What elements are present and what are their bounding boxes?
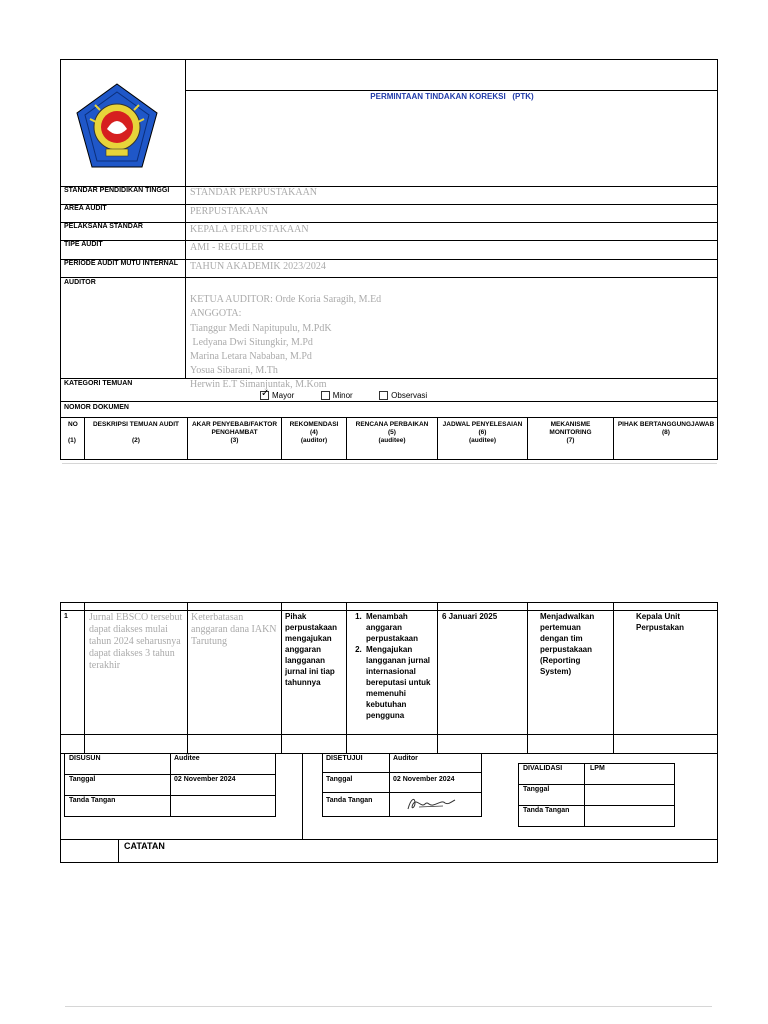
logo-divider — [185, 59, 186, 186]
row-col-divider — [187, 602, 188, 753]
col-header-text: (auditee) — [468, 437, 497, 444]
col-header-text: MEKANISME — [550, 421, 591, 428]
nomor-label: NOMOR DOKUMEN — [64, 404, 129, 411]
title-line — [185, 90, 718, 91]
col-header-text: REKOMENDASI — [289, 421, 339, 428]
col-header-text: (3) — [230, 437, 239, 444]
row-jadwal: 6 Januari 2025 — [442, 612, 498, 621]
divalidasi-box — [518, 763, 675, 827]
col-header-text: (5) — [388, 429, 396, 436]
info-line-3 — [60, 222, 718, 223]
col-header-text: (7) — [566, 437, 575, 444]
col-header-text: (2) — [132, 437, 140, 444]
option-label: Mayor — [272, 391, 295, 400]
row-rekomendasi: Pihak perpustakaan mengajukan anggaran langganan jurnal ini tiap tahunnya — [285, 612, 338, 687]
col-header-text: JADWAL PENYELESAIAN — [442, 421, 523, 428]
periode-value: TAHUN AKADEMIK 2023/2024 — [190, 261, 326, 272]
disusun-divider — [170, 753, 171, 817]
col-header-mekanisme — [528, 421, 613, 445]
col-header-text: PIHAK BERTANGGUNGJAWAB — [617, 421, 715, 428]
disetujui-divider — [389, 753, 390, 817]
page-break-line — [62, 463, 717, 464]
rencana-item: 1. Menambah anggaran perpustakaan — [364, 611, 436, 644]
standar-label: STANDAR PENDIDIKAN TINGGI — [64, 187, 170, 194]
auditor-line: Yosua Sibarani, M.Th — [190, 365, 278, 377]
col-header-text: (8) — [662, 429, 670, 436]
row-col-divider — [527, 602, 528, 753]
col-header-akar — [188, 421, 281, 445]
option-label: Minor — [332, 391, 353, 400]
col-header-text: (6) — [478, 429, 487, 436]
rencana-item: 2. Mengajukan langganan jurnal internasional bereputasi untuk memenuhi kebutuhan pengguna — [364, 644, 436, 721]
tipe-value: AMI - REGULER — [190, 242, 264, 253]
col-header-deskripsi — [85, 421, 187, 445]
page-bottom-line — [65, 1006, 712, 1007]
tipe-label: TIPE AUDIT — [64, 241, 103, 248]
auditor-line: ANGGOTA: — [190, 308, 242, 320]
disetujui-line — [322, 772, 482, 773]
area-label: AREA AUDIT — [64, 205, 107, 212]
row-col-divider — [613, 602, 614, 753]
auditor-line: KETUA AUDITOR: Orde Koria Saragih, M.Ed — [190, 294, 382, 306]
disusun-label: DISUSUN — [69, 755, 101, 762]
university-seal-logo — [76, 83, 158, 169]
checkbox-mayor[interactable] — [260, 388, 270, 400]
row-table-top — [60, 602, 718, 603]
col-header-rekomendasi — [282, 421, 346, 445]
catatan-bottom — [60, 862, 718, 863]
disetujui-line — [322, 792, 482, 793]
row-mekanisme: Menjadwalkan pertemuan dengan tim perpustakaan (Reporting System) — [540, 612, 595, 676]
divalidasi-ttd-label: Tanda Tangan — [523, 807, 570, 814]
info-divider — [185, 186, 186, 378]
kategori-options — [260, 385, 449, 403]
row-col-divider — [346, 602, 347, 753]
info-line-7 — [60, 378, 718, 379]
row-no: 1 — [64, 613, 68, 620]
catatan-divider — [118, 839, 119, 863]
disetujui-ttd-label: Tanda Tangan — [326, 797, 373, 804]
auditor-line: Herwin E.T Simanjuntak, M.Kom — [190, 379, 327, 391]
kategori-label: KATEGORI TEMUAN — [64, 380, 133, 387]
info-line-6 — [60, 277, 718, 278]
col-header-no — [60, 421, 84, 445]
disetujui-box — [322, 753, 482, 817]
divalidasi-divider — [584, 763, 585, 827]
col-header-text: DESKRIPSI TEMUAN AUDIT — [92, 421, 180, 428]
row-col-divider — [84, 602, 85, 753]
col-header-text: NO — [68, 421, 78, 428]
periode-label: PERIODE AUDIT MUTU INTERNAL — [64, 260, 179, 267]
row-col-divider — [281, 602, 282, 753]
handwritten-signature — [405, 794, 457, 814]
info-line-2 — [60, 204, 718, 205]
info-line-9 — [60, 417, 718, 418]
row-deskripsi: Jurnal EBSCO tersebut dapat diakses mulai tahun 2024 seharusnya dapat diakses 3 tahun terakhir — [89, 612, 183, 671]
row-table-line — [60, 734, 718, 735]
divalidasi-line — [518, 805, 675, 806]
auditor-line: Marina Letara Nababan, M.Pd — [190, 351, 312, 363]
col-header-pihak — [614, 421, 718, 437]
divalidasi-role: LPM — [590, 765, 605, 772]
auditor-label: AUDITOR — [64, 279, 96, 286]
row-col-divider — [437, 602, 438, 753]
col-header-text: RENCANA PERBAIKAN — [355, 421, 429, 428]
disetujui-label: DISETUJUI — [326, 755, 363, 762]
disusun-ttd-label: Tanda Tangan — [69, 797, 116, 804]
area-value: PERPUSTAKAAN — [190, 206, 269, 217]
row-table-left — [60, 602, 61, 863]
col-header-text: (auditee) — [378, 437, 406, 444]
option-observasi[interactable] — [379, 391, 427, 400]
auditor-line: Tianggur Medi Napitupulu, M.PdK — [190, 322, 332, 334]
row-table-right — [717, 602, 718, 863]
option-mayor[interactable] — [260, 388, 295, 400]
col-header-text: MONITORING — [549, 429, 592, 436]
col-header-text: (4) — [310, 429, 318, 436]
sign-divider — [302, 753, 303, 839]
col-header-text: (auditor) — [300, 437, 328, 444]
auditor-line: Ledyana Dwi Situngkir, M.Pd — [190, 336, 313, 348]
col-header-jadwal — [438, 421, 527, 445]
col-header-text: PENGHAMBAT — [211, 429, 258, 436]
disetujui-tanggal: 02 November 2024 — [393, 776, 455, 783]
col-header-rencana — [347, 421, 437, 445]
check-icon: ✓ — [261, 388, 270, 400]
row-rencana — [350, 611, 436, 721]
disusun-role: Auditee — [174, 755, 200, 762]
info-line-4 — [60, 240, 718, 241]
divalidasi-line — [518, 784, 675, 785]
option-label: Observasi — [391, 391, 428, 400]
checkbox-observasi[interactable] — [379, 391, 388, 400]
pelaksana-label: PELAKSANA STANDAR — [64, 223, 143, 230]
standar-value: STANDAR PERPUSTAKAAN — [190, 187, 318, 198]
divalidasi-label: DIVALIDASI — [523, 765, 563, 772]
catatan-label: CATATAN — [124, 841, 165, 851]
option-minor[interactable] — [321, 391, 353, 400]
divalidasi-tanggal-label: Tanggal — [523, 786, 550, 793]
row-pihak: Kepala Unit Perpustakan — [636, 612, 685, 632]
pelaksana-value: KEPALA PERPUSTAKAAN — [190, 224, 309, 235]
disetujui-role: Auditor — [393, 755, 418, 762]
col-header-text: AKAR PENYEBAB/FAKTOR — [191, 421, 278, 428]
disusun-tanggal-label: Tanggal — [69, 776, 96, 783]
row-akar: Keterbatasan anggaran dana IAKN Tarutung — [191, 612, 277, 647]
form-title: PERMINTAAN TINDAKAN KOREKSI (PTK) — [370, 92, 534, 101]
catatan-top — [60, 839, 718, 840]
disusun-tanggal: 02 November 2024 — [174, 776, 236, 783]
col-header-text: (1) — [68, 437, 76, 444]
disetujui-tanggal-label: Tanggal — [326, 776, 353, 783]
checkbox-minor[interactable] — [321, 391, 330, 400]
